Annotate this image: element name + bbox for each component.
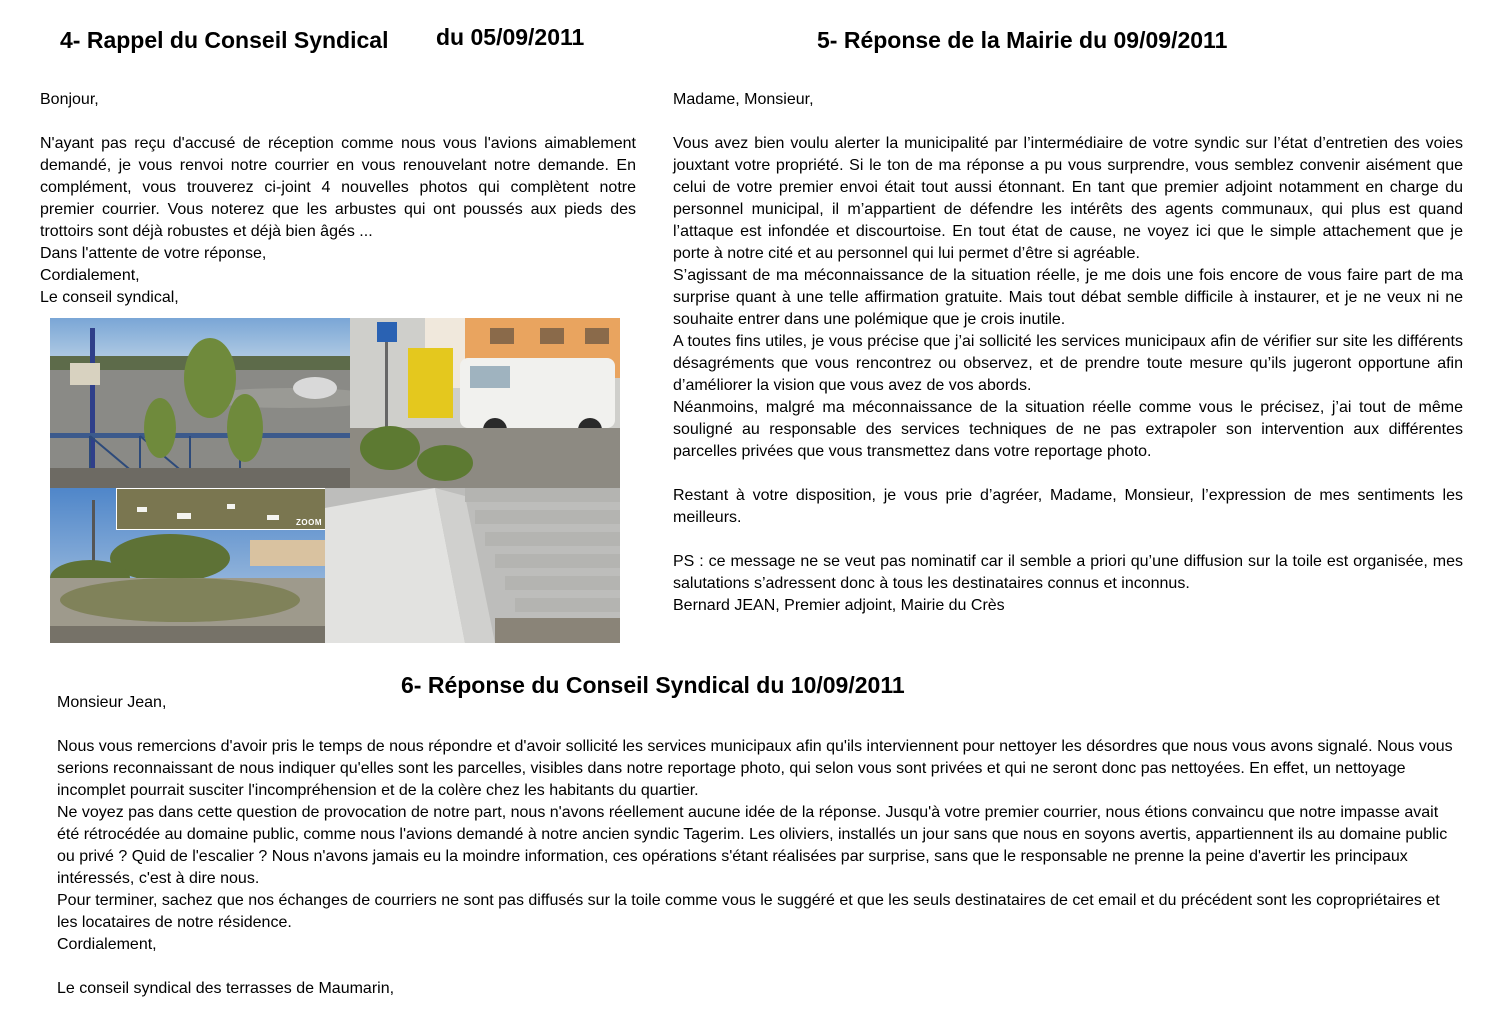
section5-greeting: Madame, Monsieur, [673,91,814,108]
zoom-label: ZOOM [296,518,322,527]
photo-collage [50,318,620,643]
section4-closing-2: Cordialement, [40,267,140,284]
section6-letter [57,692,1457,1000]
section6-closing: Cordialement, [57,936,157,953]
photo-zoom-inset [116,488,327,530]
section5-closing: Restant à votre disposition, je vous prie d’agréer, Madame, Monsieur, l’expression de mes sentiments les meilleurs. [673,487,1463,526]
section5-signature: Bernard JEAN, Premier adjoint, Mairie du Crès [673,597,1005,614]
photo-staircase [325,488,620,643]
photo-roundabout-shrubs [50,318,350,488]
section5-letter [673,89,1463,617]
section6-title: 6- Réponse du Conseil Syndical du 10/09/2011 [401,672,905,698]
photo-crossing-van [350,318,620,488]
section4-letter [40,89,636,309]
section4-signature: Le conseil syndical, [40,289,179,306]
section5-ps: PS : ce message ne se veut pas nominatif car il semble a priori qu’une diffusion sur la toile est organisée, mes salutations s’adressent donc à tous les destinataires connus et inconnus. [673,553,1463,592]
section6-body-1: Nous vous remercions d'avoir pris le temps de nous répondre et d'avoir sollicité les services municipaux afin qu'ils interviennent pour nettoyer les désordres que nous vous avons signalé. Nous vous serions reconnaissant de nous indiquer qu'elles sont les parcelles, visibles dans notre reportage photo, qui selon vous sont privées et qui ne seront donc pas nettoyées. En effet, un nettoyage incomplet pourrait susciter l'incompréhension et de la colère chez les habitants du quartier. [57,738,1453,799]
section5-title: 5- Réponse de la Mairie du 09/09/2011 [817,27,1228,53]
section5-body-2: S’agissant de ma méconnaissance de la situation réelle, je me dois une fois encore de vous faire part de ma surprise quant à une telle affirmation gratuite. Mais tout débat semble difficile à instaurer, et je ne veux ni ne souhaite entrer dans une polémique que je crois inutile. [673,267,1463,328]
section6-greeting: Monsieur Jean, [57,694,167,711]
section5-body-4: Néanmoins, malgré ma méconnaissance de la situation réelle comme vous le précisez, j’ai tout de même souligné au responsable des services techniques de ne pas extrapoler son intervention aux différentes parcelles privées que vous transmettez dans votre reportage photo. [673,399,1463,460]
section4-closing-1: Dans l'attente de votre réponse, [40,245,267,262]
section5-body-3: A toutes fins utiles, je vous précise que j’ai sollicité les services municipaux afin de vérifier sur site les différents désagréments que vous rencontrez ou observez, et de prendre toute mesure qu’ils jugeront opportune afin d’améliorer la vision que vous avez de vos abords. [673,333,1463,394]
section6-body-2: Ne voyez pas dans cette question de provocation de notre part, nous n'avons réellement aucune idée de la réponse. Jusqu'à votre premier courrier, nous étions convaincu que notre impasse avait été rétrocédée au domaine public, comme nous l'avions demandé à notre ancien syndic Tagerim. Les oliviers, installés un jour sans que nous en soyons avertis, appartiennent ils au domaine public ou privé ? Quid de l'escalier ? Nous n'avons jamais eu la moindre information, ces opérations s'étant réalisées par surprise, sans que le responsable ne prenne la peine d'avertir les principaux intéressés, c'est à dire nous. [57,804,1448,887]
section6-signature: Le conseil syndical des terrasses de Maumarin, [57,980,395,997]
section4-body: N'ayant pas reçu d'accusé de réception comme nous vous l'avions aimablement demandé, je vous renvoi notre courrier en vous renouvelant notre demande. En complément, vous trouverez ci-joint 4 nouvelles photos qui complètent notre premier courrier. Vous noterez que les arbustes qui ont poussés aux pieds des trottoirs sont déjà robustes et déjà bien âgés ... [40,135,636,240]
section4-title: 4- Rappel du Conseil Syndical [60,27,389,53]
section5-body-1: Vous avez bien voulu alerter la municipalité par l’intermédiaire de votre syndic sur l’état d’entretien des voies jouxtant votre propriété. Si le ton de ma réponse a pu vous surprendre, vous semblez convenir aisément que celui de votre premier envoi était tout aussi étonnant. En tant que premier adjoint notamment en charge du personnel municipal, il m’appartient de défendre les intérêts des agents communaux, qui plus est quand l’attaque est infondée et discourtoise. En tout état de cause, ne voyez ici que le simple attachement que je porte à notre cité et au personnel qui lui permet d’être si agréable. [673,135,1463,262]
section6-body-3: Pour terminer, sachez que nos échanges de courriers ne sont pas diffusés sur la toile comme vous le suggéré et que les seuls destinataires de cet email et du précédent sont les copropriétaires et les locataires de notre résidence. [57,892,1440,931]
section4-greeting: Bonjour, [40,91,99,108]
section4-date: du 05/09/2011 [436,24,585,50]
